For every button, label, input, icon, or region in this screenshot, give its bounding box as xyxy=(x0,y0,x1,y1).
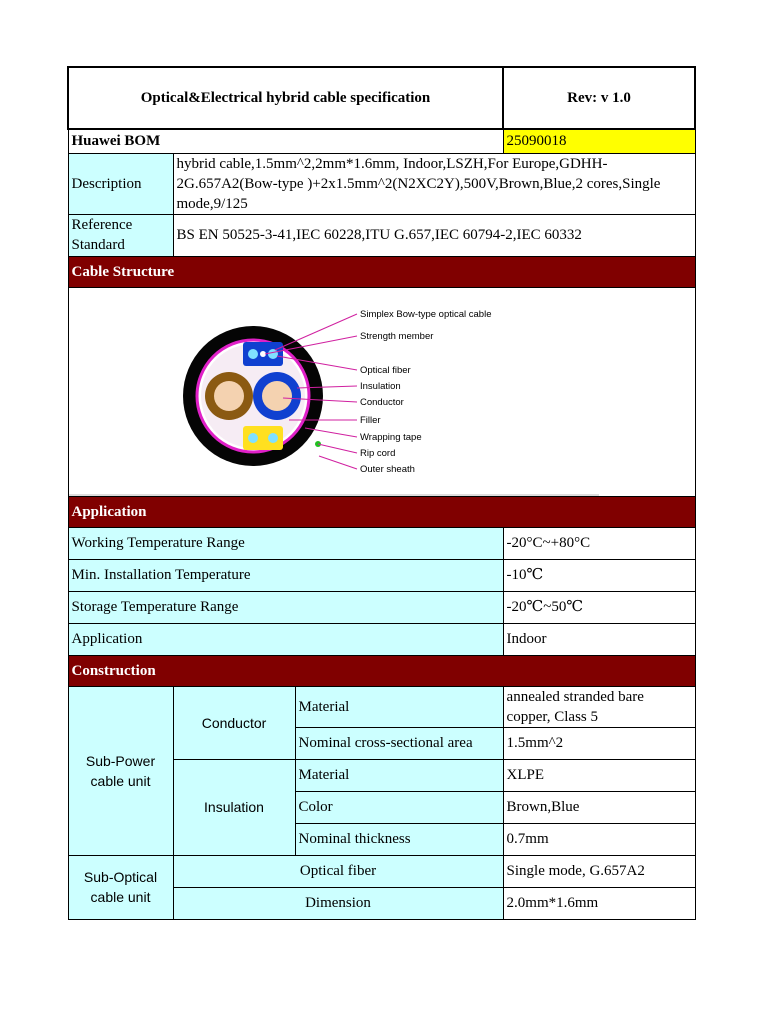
reference-label: Reference Standard xyxy=(68,214,173,256)
optical-fiber-icon xyxy=(248,433,258,443)
color-label: Color xyxy=(295,791,503,823)
revision: Rev: v 1.0 xyxy=(503,67,695,129)
reference-value: BS EN 50525-3-41,IEC 60228,ITU G.657,IEC 60794-2,IEC 60332 xyxy=(173,214,695,256)
app-row xyxy=(68,623,695,655)
bom-value: 25090018 xyxy=(503,129,695,153)
optical-fiber-icon xyxy=(268,433,278,443)
diagram-label: Insulation xyxy=(359,380,401,392)
construction-row xyxy=(68,686,695,727)
cross-section-value: 1.5mm^2 xyxy=(503,727,695,759)
brown-conductor-shape xyxy=(214,381,244,411)
diagram-label: Wrapping tape xyxy=(359,431,422,443)
section-title-structure: Cable Structure xyxy=(68,256,695,287)
diagram-label: Outer sheath xyxy=(359,463,415,475)
document-title: Optical&Electrical hybrid cable specification xyxy=(68,67,503,129)
optical-unit-label: Sub-Optical cable unit xyxy=(68,855,173,919)
insulation-material-label: Material xyxy=(295,759,503,791)
bom-row xyxy=(68,129,695,153)
app-value: -20℃~50℃ xyxy=(503,591,695,623)
optical-fiber-icon xyxy=(248,349,258,359)
app-value: -10℃ xyxy=(503,559,695,591)
conductor-material-value: annealed stranded bare copper, Class 5 xyxy=(503,686,695,727)
section-bar-construction xyxy=(68,655,695,686)
insulation-label: Insulation xyxy=(173,759,295,855)
insulation-material-value: XLPE xyxy=(503,759,695,791)
construction-row xyxy=(68,855,695,887)
diagram-label: Strength member xyxy=(359,330,433,342)
dimension-label: Dimension xyxy=(173,887,503,919)
cable-cross-section-diagram xyxy=(69,288,694,496)
fiber-value: Single mode, G.657A2 xyxy=(503,855,695,887)
color-value: Brown,Blue xyxy=(503,791,695,823)
dimension-value: 2.0mm*1.6mm xyxy=(503,887,695,919)
cross-section-label: Nominal cross-sectional area xyxy=(295,727,503,759)
diagram-label: Filler xyxy=(359,414,381,426)
conductor-material-label: Material xyxy=(295,686,503,727)
app-row xyxy=(68,527,695,559)
app-row xyxy=(68,559,695,591)
app-row xyxy=(68,591,695,623)
diagram-label: Simplex Bow-type optical cable xyxy=(359,308,491,320)
thickness-value: 0.7mm xyxy=(503,823,695,855)
fiber-label: Optical fiber xyxy=(173,855,503,887)
blue-conductor-shape xyxy=(262,381,292,411)
app-label: Working Temperature Range xyxy=(68,527,503,559)
diagram-label: Rip cord xyxy=(359,447,395,459)
section-title-construction: Construction xyxy=(68,655,695,686)
app-label: Application xyxy=(68,623,503,655)
app-value: Indoor xyxy=(503,623,695,655)
section-bar-application xyxy=(68,496,695,527)
diagram-label: Optical fiber xyxy=(359,364,411,376)
structure-figure-row xyxy=(68,287,695,496)
app-label: Min. Installation Temperature xyxy=(68,559,503,591)
power-unit-label: Sub-Power cable unit xyxy=(68,686,173,855)
cable-structure-figure xyxy=(68,287,695,496)
diagram-legend xyxy=(360,309,491,475)
bom-label: Huawei BOM xyxy=(68,129,503,153)
diagram-label: Conductor xyxy=(359,396,404,408)
description-value: hybrid cable,1.5mm^2,2mm*1.6mm, Indoor,LSZH,For Europe,GDHH-2G.657A2(Bow-type )+2x1.5mm^2(N2XC2Y),500V,Brown,Blue,2 cores,Single mode,9/125 xyxy=(173,153,695,214)
spec-table xyxy=(67,66,696,920)
title-row xyxy=(68,67,695,129)
spec-sheet xyxy=(67,66,694,920)
app-label: Storage Temperature Range xyxy=(68,591,503,623)
conductor-label: Conductor xyxy=(173,686,295,759)
section-title-application: Application xyxy=(68,496,695,527)
description-label: Description xyxy=(68,153,173,214)
thickness-label: Nominal thickness xyxy=(295,823,503,855)
optical-fiber-icon xyxy=(268,349,278,359)
reference-row xyxy=(68,214,695,256)
description-row xyxy=(68,153,695,214)
section-bar-structure xyxy=(68,256,695,287)
app-value: -20°C~+80°C xyxy=(503,527,695,559)
